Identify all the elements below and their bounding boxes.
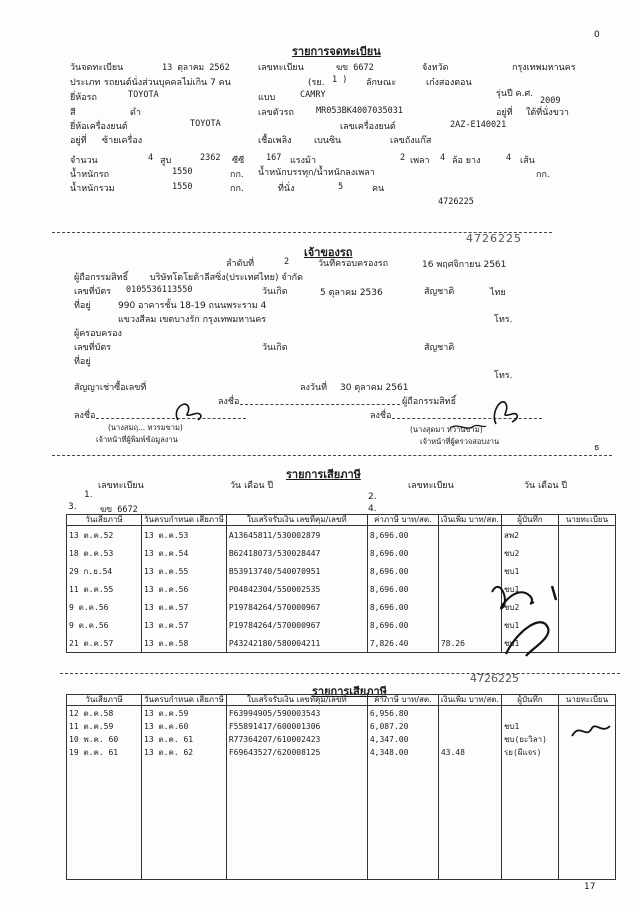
tax1-col-date: วัน เดือน ปี: [230, 481, 274, 491]
hp-value: 167: [266, 153, 282, 163]
tax1-paid: 18 ต.ค.53: [67, 544, 142, 562]
tax1-header-receipt: ใบเสร็จรับเงิน เลขที่คุม/เลขที่: [226, 515, 367, 526]
tax1-col-date2: วัน เดือน ปี: [524, 481, 568, 491]
cylinders-label: สูบ: [160, 156, 172, 166]
tax1-registrar: [558, 544, 615, 562]
sign-label-right: ลงชื่อ: [370, 411, 392, 421]
tax1-due: 13 ต.ค.55: [142, 562, 227, 580]
tax2-header-extra: เงินเพิ่ม บาท/สต.: [438, 695, 501, 706]
tax2-recorder: [501, 706, 558, 721]
holder-label: ผู้ถือกรรมสิทธิ์: [74, 273, 129, 283]
car-weight-unit: กก.: [230, 170, 244, 180]
tax2-extra: 43.48: [438, 746, 501, 759]
tax2-header-receipt: ใบเสร็จรับเงิน เลขที่คุม/เลขที่: [226, 695, 367, 706]
lease-label: สัญญาเช่าซื้อเลขที่: [74, 383, 147, 393]
possession-date-label: วันที่ครอบครองรถ: [318, 259, 389, 269]
card2-label: เลขที่บัตร: [74, 343, 112, 353]
officer-right-name: (นางสุดมา หวานขาม): [410, 425, 483, 434]
tax1-row3-num: 3.: [68, 502, 77, 512]
tax1-paid: 11 ต.ค.55: [67, 580, 142, 598]
tax1-title: รายการเสียภาษี: [286, 468, 361, 481]
tax1-paid: 29 ก.ย.54: [67, 562, 142, 580]
model-label: แบบ: [258, 93, 276, 103]
tax1-receipt: A13645811/530002879: [226, 526, 367, 545]
engine-loc-value: ซ้ายเครื่อง: [102, 136, 143, 146]
tax1-paid: 9 ต.ค.56: [67, 598, 142, 616]
tax2-recorder: ชบ(ยะวิลา): [501, 733, 558, 746]
sign-label-left: ลงชื่อ: [74, 411, 96, 421]
location-value: ใต้ที่นั่งขวา: [526, 108, 569, 118]
tax1-divider: [52, 455, 612, 456]
fuel-value: เบนซิน: [314, 136, 342, 146]
seats-unit: คน: [372, 184, 385, 194]
character-value: เก๋งสองตอน: [426, 78, 472, 88]
order-value: 2: [284, 257, 290, 267]
tax1-due: 13 ต.ค.53: [142, 526, 227, 545]
tax2-due: 13 ต.ค. 62: [142, 746, 227, 759]
tax1-header-extra: เงินเพิ่ม บาท/สต.: [438, 515, 501, 526]
tax1-recorder: ชบ1: [501, 634, 558, 653]
tax2-tax: 6,087.20: [367, 720, 438, 733]
page-number: 17: [584, 882, 596, 892]
tax1-registrar: [558, 634, 615, 653]
sign-role-holder: ผู้ถือกรรมสิทธิ์: [402, 397, 457, 407]
address-line2: แขวงสีลม เขตบางรัก กรุงเทพมหานคร: [118, 315, 267, 325]
tax1-recorder: ชบ2: [501, 544, 558, 562]
tax1-tax: 8,696.00: [367, 616, 438, 634]
axles-value: 2: [400, 153, 406, 163]
tax2-header-recorder: ผู้บันทึก: [501, 695, 558, 706]
tires-label: เส้น: [520, 156, 535, 166]
tax1-paid: 9 ต.ค.56: [67, 616, 142, 634]
car-weight-label: น้ำหนักรถ: [70, 170, 110, 180]
plate-label: เลขทะเบียน: [258, 63, 304, 73]
tax1-recorder: ชบ1: [501, 562, 558, 580]
province-label: จังหวัด: [422, 63, 449, 73]
tax2-table: [66, 694, 616, 880]
cylinders-value: 4: [148, 153, 154, 163]
tax2-extra: [438, 733, 501, 746]
tax1-paid: 21 ต.ค.57: [67, 634, 142, 653]
tax2-registrar: [558, 746, 615, 759]
tax2-recorder: รย(ผีแจร): [501, 746, 558, 759]
tax1-receipt: P04842304/550002535: [226, 580, 367, 598]
tax2-due: 13 ต.ค.59: [142, 706, 227, 721]
tax1-tax: 8,696.00: [367, 526, 438, 545]
chassis-label: เลขตัวรถ: [258, 108, 294, 118]
tires-value: 4: [506, 153, 512, 163]
hp-label: แรงม้า: [290, 156, 317, 166]
tax2-paid: 11 ต.ค.59: [67, 720, 142, 733]
brand-value: TOYOTA: [128, 90, 159, 100]
gas-tank-label: เลขถังแก๊ส: [390, 136, 432, 146]
tax1-header-paid: วันเสียภาษี: [67, 515, 142, 526]
engine-no-label: เลขเครื่องยนต์: [340, 122, 396, 132]
tax2-tax: 4,348.00: [367, 746, 438, 759]
birth2-label: วันเกิด: [262, 343, 288, 353]
color-value: ดำ: [130, 108, 141, 118]
plate-value: ฆข 6672: [336, 63, 374, 73]
tax1-receipt: P19784264/570000967: [226, 616, 367, 634]
province-value: กรุงเทพมหานคร: [512, 63, 576, 73]
signature-small: [448, 420, 488, 434]
officer-right-role: เจ้าหน้าที่ผู้ตรวจสอบงาน: [420, 437, 500, 446]
tax1-col-plate: เลขทะเบียน: [98, 481, 144, 491]
tax2-title: รายการเสียภาษี: [312, 685, 387, 698]
phone-label: โทร.: [494, 315, 513, 325]
tax2-receipt: F55891417/600001306: [226, 720, 367, 733]
card-value: 0105536113550: [126, 285, 193, 295]
tax1-header-due: วันครบกำหนด เสียภาษี: [142, 515, 227, 526]
total-weight-label: น้ำหนักรวม: [70, 184, 115, 194]
corner-mark: 0: [594, 30, 600, 40]
character-label: ลักษณะ: [366, 78, 397, 88]
tax2-header-tax: ค่าภาษี บาท/สต.: [367, 695, 438, 706]
table-row: [67, 544, 616, 562]
lease-date-label: ลงวันที่: [300, 383, 328, 393]
owner-side-mark: ธ: [594, 443, 600, 453]
wheels-value: 4: [440, 153, 446, 163]
axles-label: เพลา: [410, 156, 430, 166]
officer-left-name: (นางสมฤ... หวรมขาม): [108, 423, 183, 432]
total-weight-value: 1550: [172, 182, 193, 192]
tax1-extra: 78.26: [438, 634, 501, 653]
load-unit: กก.: [536, 170, 550, 180]
total-weight-unit: กก.: [230, 184, 244, 194]
nationality-label: สัญชาติ: [424, 287, 455, 297]
brand-label: ยี่ห้อรถ: [70, 93, 97, 103]
tax2-due: 13 ต.ค.60: [142, 720, 227, 733]
tax1-paid: 13 ต.ค.52: [67, 526, 142, 545]
tax2-due: 13 ต.ค. 61: [142, 733, 227, 746]
cc-label: ซีซี: [232, 156, 245, 166]
owner-title: เจ้าของรถ: [304, 246, 353, 259]
tax1-header-tax: ค่าภาษี บาท/สต.: [367, 515, 438, 526]
tax1-row3-value: ฆข 6672: [100, 505, 138, 515]
load-label: น้ำหนักบรรทุก/น้ำหนักลงเพลา: [258, 168, 375, 178]
signature-right: [486, 392, 526, 428]
possession-date-value: 16 พฤศจิกายน 2561: [422, 260, 507, 270]
tax2-paid: 19 ต.ค. 61: [67, 746, 142, 759]
tax1-row4-num: 4.: [368, 504, 377, 514]
table-row: [67, 706, 616, 721]
table-row: [67, 526, 616, 545]
tax1-tax: 8,696.00: [367, 562, 438, 580]
faded-doc-number: 4726225: [466, 232, 522, 245]
tax1-due: 13 ต.ค.57: [142, 598, 227, 616]
tax2-paid: 12 ต.ค.58: [67, 706, 142, 721]
tax1-extra: [438, 526, 501, 545]
table-row: [67, 720, 616, 733]
wheels-label: ล้อ ยาง: [452, 156, 481, 166]
tax1-extra: [438, 544, 501, 562]
tax2-extra: [438, 706, 501, 721]
reg-date-label: วันจดทะเบียน: [70, 63, 124, 73]
tax1-tax: 8,696.00: [367, 580, 438, 598]
nationality2-label: สัญชาติ: [424, 343, 455, 353]
tax1-receipt: P19784264/570000967: [226, 598, 367, 616]
seats-label: ที่นั่ง: [278, 184, 295, 194]
sign-line-top: [240, 404, 400, 405]
tax2-divider: [60, 673, 620, 674]
holder-value: บริษัทโตโยต้าลีสซิ่ง(ประเทศไทย) จำกัด: [150, 273, 303, 283]
tax1-registrar: [558, 562, 615, 580]
birth-label: วันเกิด: [262, 287, 288, 297]
tax2-receipt: F63994905/590003543: [226, 706, 367, 721]
tax1-registrar: [558, 598, 615, 616]
reg-date-value: 13 ตุลาคม 2562: [162, 63, 230, 73]
rayo-label: (รย.: [308, 78, 325, 88]
model-year-value: 2009: [540, 96, 561, 106]
tax1-recorder: ชบ1: [501, 580, 558, 598]
possessor-label: ผู้ครอบครอง: [74, 329, 122, 339]
tax1-signatures: [486, 572, 566, 662]
tax2-receipt: F69643527/620008125: [226, 746, 367, 759]
car-weight-value: 1550: [172, 167, 193, 177]
rayo-value: 1 ): [332, 75, 348, 85]
table-row: [67, 733, 616, 746]
tax1-tax: 8,696.00: [367, 598, 438, 616]
order-label: ลำดับที่: [226, 259, 255, 269]
tax1-receipt: P43242180/580004211: [226, 634, 367, 653]
engine-brand-label: ยี่ห้อเครื่องยนต์: [70, 122, 128, 132]
card-label: เลขที่บัตร: [74, 287, 112, 297]
tax2-receipt: R77364207/610002423: [226, 733, 367, 746]
tax2-tax: 6,956.80: [367, 706, 438, 721]
tax1-recorder: สพ2: [501, 526, 558, 545]
chassis-value: MR053BK4007035031: [316, 106, 403, 116]
color-label: สี: [70, 108, 76, 118]
tax1-registrar: [558, 580, 615, 598]
tax2-header-due: วันครบกำหนด เสียภาษี: [142, 695, 227, 706]
model-value: CAMRY: [300, 90, 326, 100]
phone2-label: โทร.: [494, 371, 513, 381]
address-line1: 990 อาคารชั้น 18-19 ถนนพระราม 4: [118, 301, 267, 311]
tax2-faded-number: 4726225: [470, 672, 519, 685]
tax1-due: 13 ต.ค.56: [142, 580, 227, 598]
registration-title: รายการจดทะเบียน: [292, 45, 381, 58]
signature-left: [170, 396, 210, 426]
tax1-due: 13 ต.ค.54: [142, 544, 227, 562]
nationality-value: ไทย: [490, 288, 506, 298]
table-row: [67, 759, 616, 880]
engine-brand-value: TOYOTA: [190, 119, 221, 129]
seats-value: 5: [338, 182, 344, 192]
cc-value: 2362: [200, 153, 221, 163]
tax2-signature: [570, 716, 614, 744]
sign-label-top: ลงชื่อ: [218, 397, 240, 407]
tax2-header-registrar: นายทะเบียน: [558, 695, 615, 706]
doc-number: 4726225: [438, 197, 474, 207]
tax1-receipt: B53913740/540070951: [226, 562, 367, 580]
fuel-label: เชื้อเพลิง: [258, 136, 292, 146]
tax2-recorder: ชบ1: [501, 720, 558, 733]
engine-loc-label: อยู่ที่: [70, 136, 87, 146]
birth-value: 5 ตุลาคม 2536: [320, 288, 383, 298]
tax2-tax: 4,347.00: [367, 733, 438, 746]
tax1-row1-num: 1.: [84, 490, 93, 500]
tax1-tax: 8,696.00: [367, 544, 438, 562]
qty-label: จำนวน: [70, 156, 98, 166]
tax1-registrar: [558, 616, 615, 634]
tax2-paid: 10 พ.ค. 60: [67, 733, 142, 746]
tax1-due: 13 ต.ค.58: [142, 634, 227, 653]
location-label: อยู่ที่: [496, 108, 513, 118]
tax2-header-paid: วันเสียภาษี: [67, 695, 142, 706]
tax1-recorder: ชบ1: [501, 616, 558, 634]
tax1-due: 13 ต.ค.57: [142, 616, 227, 634]
type-label: ประเภท: [70, 78, 101, 88]
tax1-header-registrar: นายทะเบียน: [558, 515, 615, 526]
type-value: รถยนต์นั่งส่วนบุคคลไม่เกิน 7 คน: [104, 78, 231, 88]
tax2-extra: [438, 720, 501, 733]
address-label: ที่อยู่: [74, 301, 91, 311]
tax1-header-recorder: ผู้บันทึก: [501, 515, 558, 526]
lease-date-value: 30 ตุลาคม 2561: [340, 383, 409, 393]
tax1-registrar: [558, 526, 615, 545]
tax1-row2-num: 2.: [368, 492, 377, 502]
tax1-col-plate2: เลขทะเบียน: [408, 481, 454, 491]
table-row: [67, 746, 616, 759]
address2-label: ที่อยู่: [74, 357, 91, 367]
engine-no-value: 2AZ-E140021: [450, 120, 507, 130]
tax1-tax: 7,826.40: [367, 634, 438, 653]
tax1-recorder: ชบ2: [501, 598, 558, 616]
model-year-label: รุ่นปี ค.ศ.: [496, 89, 534, 99]
officer-left-role: เจ้าหน้าที่ผู้พิมพ์ข้อมูลงาน: [96, 435, 178, 444]
tax1-receipt: B62418073/530028447: [226, 544, 367, 562]
